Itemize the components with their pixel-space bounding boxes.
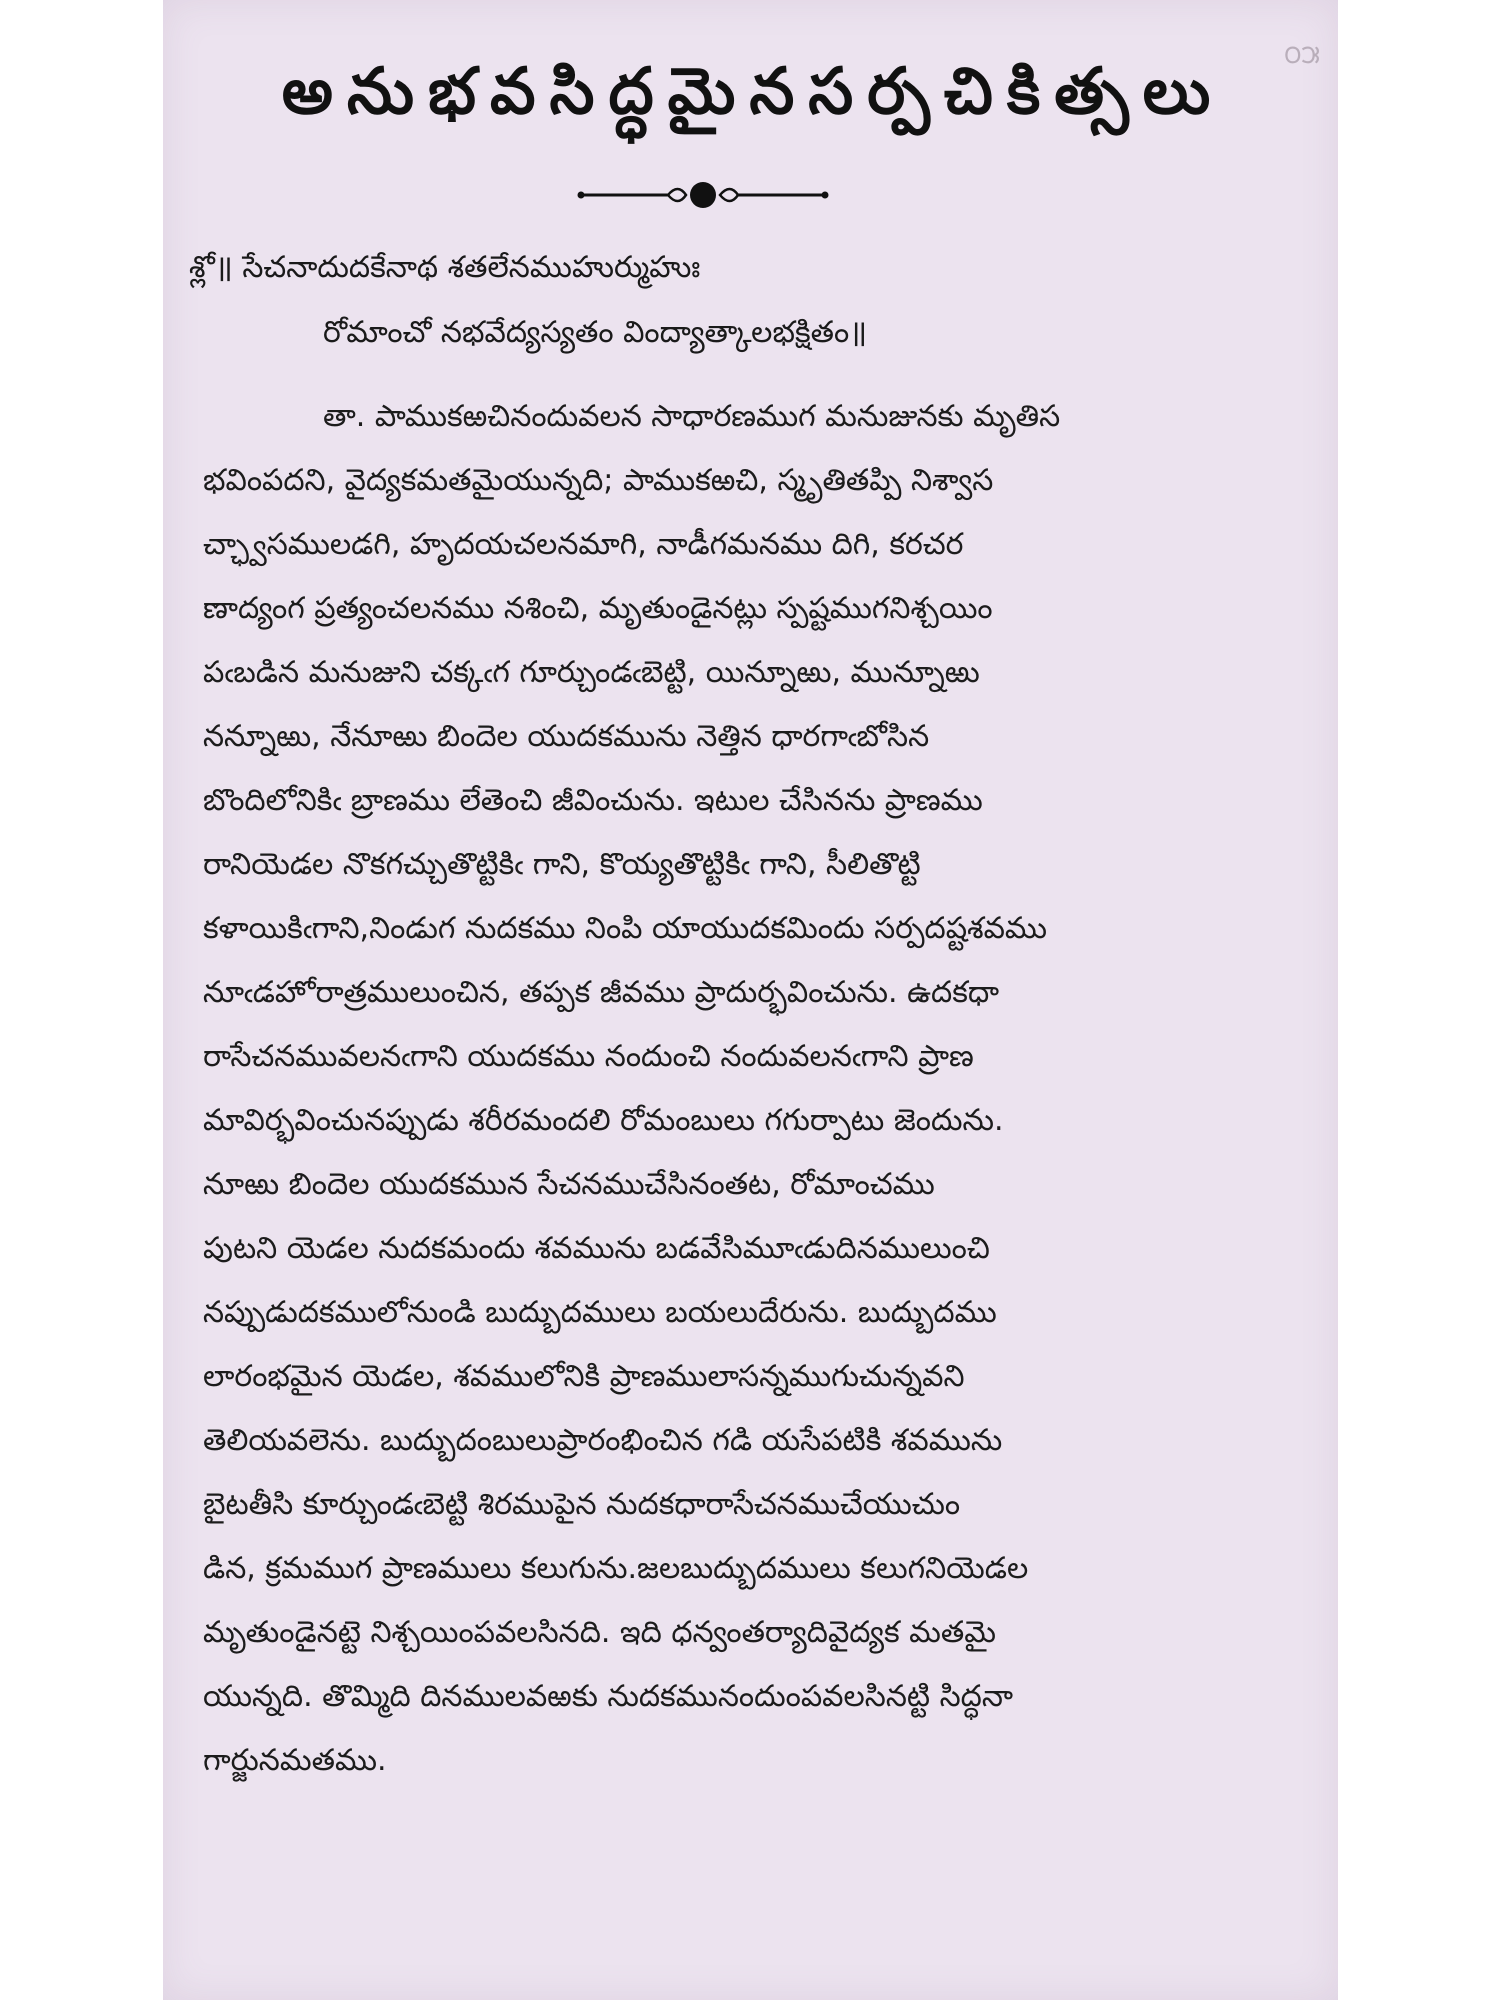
paragraph-line: యున్నది. తొమ్మిది దినములవఱకు నుదకమునందుంపవలసినట్టి సిద్ధనా [203, 1679, 1014, 1714]
paragraph-line: కళాయికిఁగాని,నిండుగ నుదకము నింపి యాయుదకమిందు సర్పదష్టశవము [203, 911, 1048, 946]
commentary-paragraph [203, 385, 1303, 1793]
page-title: అనుభవసిద్ధమైనసర్పచికిత్సలు [281, 55, 1225, 129]
paragraph-line: పఁబడిన మనుజుని చక్కఁగ గూర్చుండఁబెట్టి, యిన్నూఱు, మున్నూఱు [203, 655, 980, 690]
paragraph-line: నన్నూఱు, నేనూఱు బిందెల యుదకమును నెత్తిన ధారగాఁబోసిన [203, 719, 930, 754]
paragraph-line: డిన, క్రమముగ ప్రాణములు కలుగును.జలబుద్బుదములు కలుగనియెడల [203, 1551, 1029, 1586]
paragraph-line: తా. పాముకఱచినందువలన సాధారణముగ మనుజునకు మృతిస [323, 399, 1061, 434]
paragraph-line: మృతుండైనట్టె నిశ్చయింపవలసినది. ఇది ధన్వంతర్యాదివైద్యక మతమై [203, 1615, 996, 1650]
paragraph-line: రానియెడల నొకగచ్చుతొట్టికిఁ గాని, కొయ్యతొట్టికిఁ గాని, సీలితొట్టి [203, 847, 921, 882]
title-ornament-divider [573, 170, 833, 220]
paragraph-line: గార్జునమతము. [203, 1743, 387, 1778]
sloka-line-2: రోమాంచో నభవేద్యస్యతం వింద్యాత్కాలభక్షితం॥ [323, 315, 868, 350]
paragraph-line: నూఱు బిందెల యుదకమున సేచనముచేసినంతట, రోమాంచము [203, 1167, 935, 1202]
paragraph-line: చ్ఛ్వాసములడగి, హృదయచలనమాగి, నాడీగమనము దిగి, కరచర [203, 527, 964, 562]
book-page [163, 0, 1338, 2000]
paragraph-line: తెలియవలెను. బుద్బుదంబులుప్రారంభించిన గడి యసేపటికి శవమును [203, 1423, 1003, 1458]
paragraph-line: పుటని యెడల నుదకమందు శవమును బడవేసిమూఁడుదినములుంచి [203, 1231, 990, 1266]
paragraph-line: నూఁడహోరాత్రములుంచిన, తప్పక జీవము ప్రాదుర్భవించును. ఉదకధా [203, 975, 1000, 1010]
paragraph-line: లారంభమైన యెడల, శవములోనికి ప్రాణములాసన్నముగుచున్నవని [203, 1359, 965, 1394]
sloka-line-1: శ్లో॥ సేచనాదుదకేనాథ శతలేనముహుర్ముహుః [189, 250, 701, 285]
paragraph-line: బైటతీసి కూర్చుండఁబెట్టి శిరముపైన నుదకధారాసేచనముచేయుచుం [203, 1487, 961, 1522]
paragraph-line: భవింపదని, వైద్యకమతమైయున్నది; పాముకఱచి, స్మృతితప్పి నిశ్వాస [203, 463, 994, 498]
paragraph-line: బొందిలోనికిఁ బ్రాణము లేతెంచి జీవించును. ఇటుల చేసినను ప్రాణము [203, 783, 983, 818]
paragraph-line: రాసేచనమువలనఁగాని యుదకము నందుంచి నందువలనఁగాని ప్రాణ [203, 1039, 974, 1074]
paragraph-line: ణాద్యంగ ప్రత్యంచలనము నశించి, మృతుండైనట్లు స్పష్టముగనిశ్చయిం [203, 591, 993, 626]
paragraph-line: నప్పుడుదకములోనుండి బుద్బుదములు బయలుదేరును. బుద్బుదము [203, 1295, 997, 1330]
paragraph-line: మావిర్భవించునప్పుడు శరీరమందలి రోమంబులు గగుర్పాటు జెందును. [203, 1103, 1004, 1138]
page-number: ౦౫ [1283, 40, 1320, 70]
